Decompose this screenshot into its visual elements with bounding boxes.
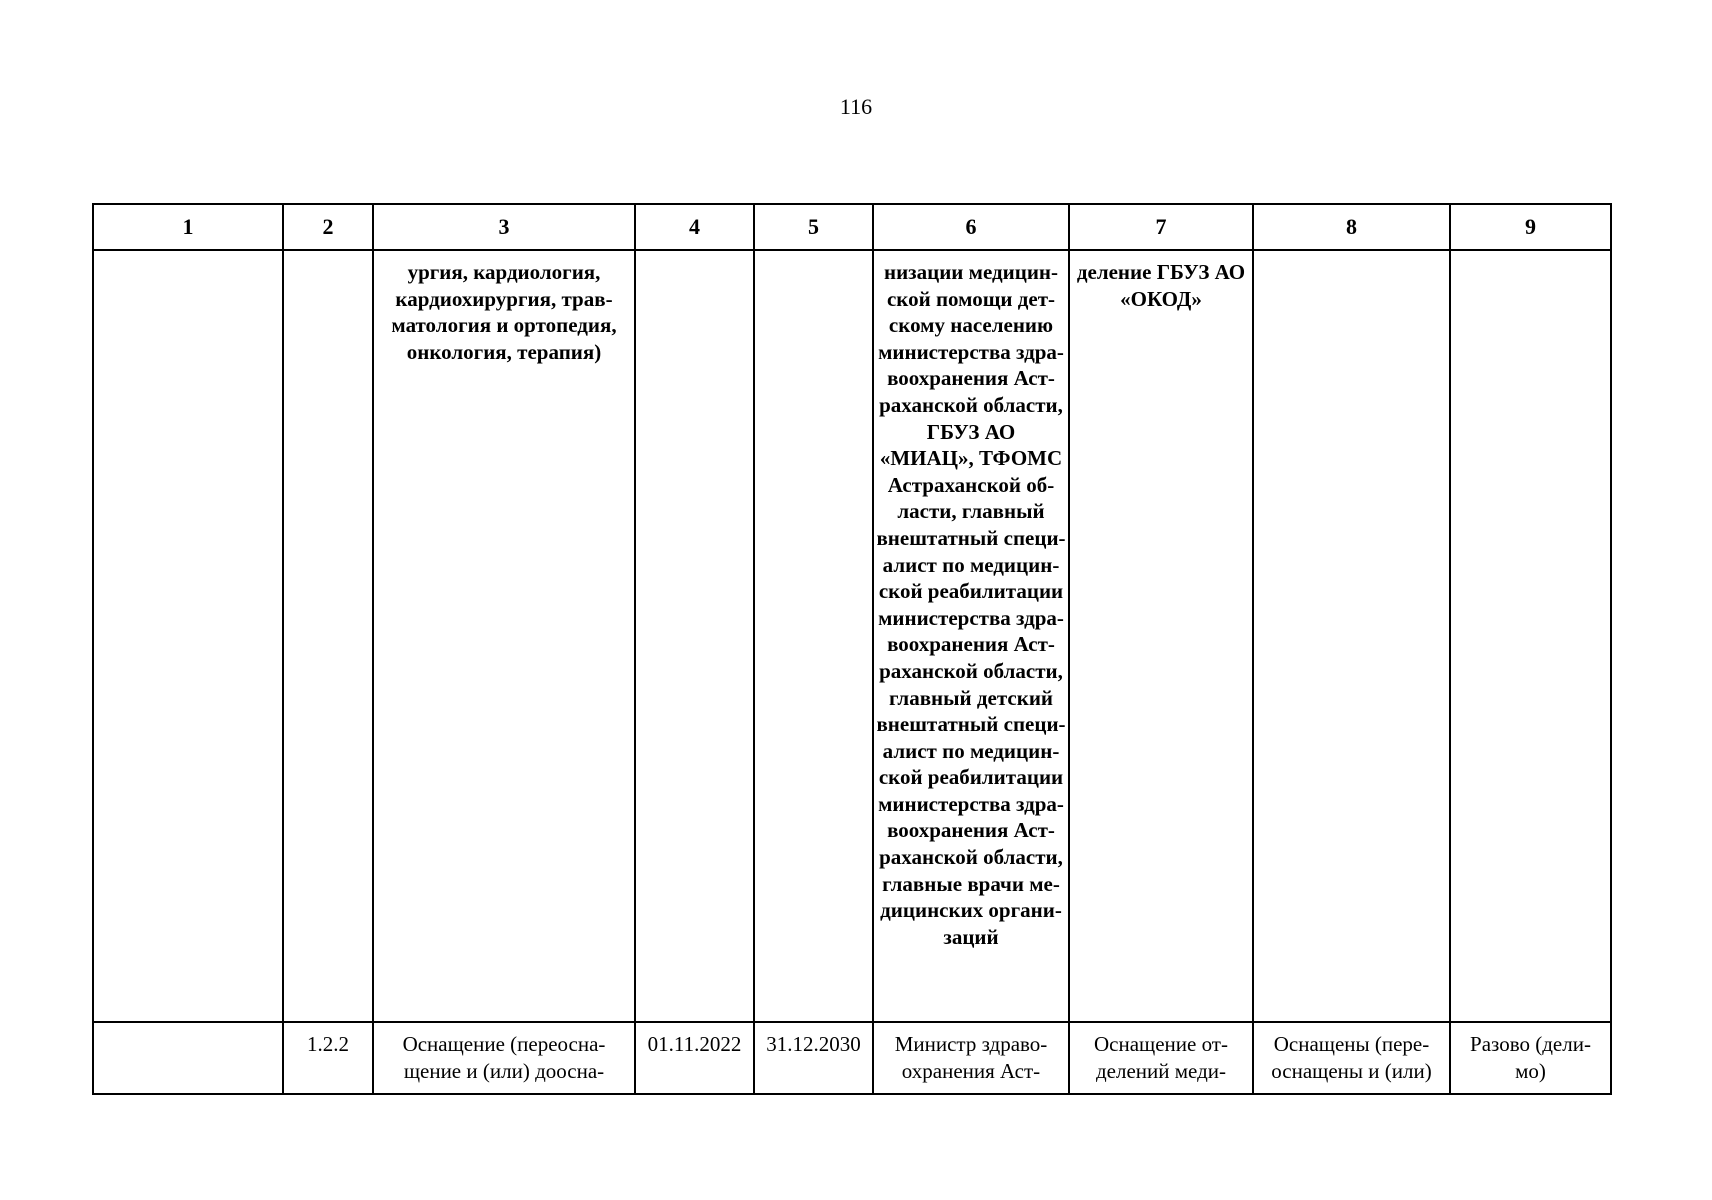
table-cell <box>283 250 373 1022</box>
table-cell <box>873 1022 1069 1094</box>
table-cell <box>283 1022 373 1094</box>
cell-text <box>1451 251 1610 259</box>
table-cell <box>93 250 283 1022</box>
cell-text: ургия, кардиология, кардиохирургия, трав- матология и ортопедия, онкология, терапия) <box>391 260 617 364</box>
cell-text: Разово (дели- мо) <box>1470 1032 1591 1083</box>
page-number: 116 <box>839 94 873 119</box>
cell-text <box>636 251 753 259</box>
table-cell <box>1069 250 1253 1022</box>
cell-text <box>284 251 372 259</box>
header-cell-2: 2 <box>283 204 373 250</box>
header-cell-7: 7 <box>1069 204 1253 250</box>
table-cell <box>373 1022 635 1094</box>
table-cell <box>635 250 754 1022</box>
header-cell-1: 1 <box>93 204 283 250</box>
cell-text <box>755 251 872 259</box>
header-cell-9: 9 <box>1450 204 1611 250</box>
cell-text: низации медицин- ской помощи дет- скому населению министерства здра- воохранения Аст- раханской области, ГБУЗ АО «МИАЦ», ТФОМС Астраханской об- ласти, главный внештатный специ- алист по медицин- ской реабилитации министерства здра- воохранения Аст- раханской области, главный детский внештатный специ- алист по медицин- ской реабилитации министерства здра- воохранения Аст- раханской области, главные врачи ме- дицинских органи- заций <box>876 260 1066 949</box>
header-cell-3: 3 <box>373 204 635 250</box>
cell-text <box>94 251 282 259</box>
cell-text: 1.2.2 <box>307 1032 349 1056</box>
table-cell <box>1253 1022 1450 1094</box>
cell-text: Оснащение от- делений меди- <box>1094 1032 1228 1083</box>
table-cell <box>1450 250 1611 1022</box>
cell-text <box>1254 251 1449 259</box>
table-cell <box>373 250 635 1022</box>
header-cell-4: 4 <box>635 204 754 250</box>
table-row <box>93 1022 1611 1094</box>
cell-text <box>94 1023 282 1031</box>
header-cell-5: 5 <box>754 204 873 250</box>
measures-table <box>92 203 1612 1095</box>
cell-text: Министр здраво- охранения Аст- <box>894 1032 1048 1083</box>
cell-text: Оснащение (переосна- щение и (или) доосна- <box>402 1032 606 1083</box>
table-cell <box>93 1022 283 1094</box>
table-cell <box>1069 1022 1253 1094</box>
header-cell-6: 6 <box>873 204 1069 250</box>
table-row <box>93 250 1611 1022</box>
cell-text: 31.12.2030 <box>766 1032 861 1056</box>
header-cell-8: 8 <box>1253 204 1450 250</box>
cell-text: деление ГБУЗ АО «ОКОД» <box>1076 260 1246 311</box>
table-cell <box>1450 1022 1611 1094</box>
table-cell <box>635 1022 754 1094</box>
cell-text: 01.11.2022 <box>647 1032 742 1056</box>
cell-text: Оснащены (пере- оснащены и (или) <box>1271 1032 1432 1083</box>
table-cell <box>754 250 873 1022</box>
table-cell <box>1253 250 1450 1022</box>
header-row <box>93 204 1611 250</box>
table-cell <box>873 250 1069 1022</box>
table-cell <box>754 1022 873 1094</box>
